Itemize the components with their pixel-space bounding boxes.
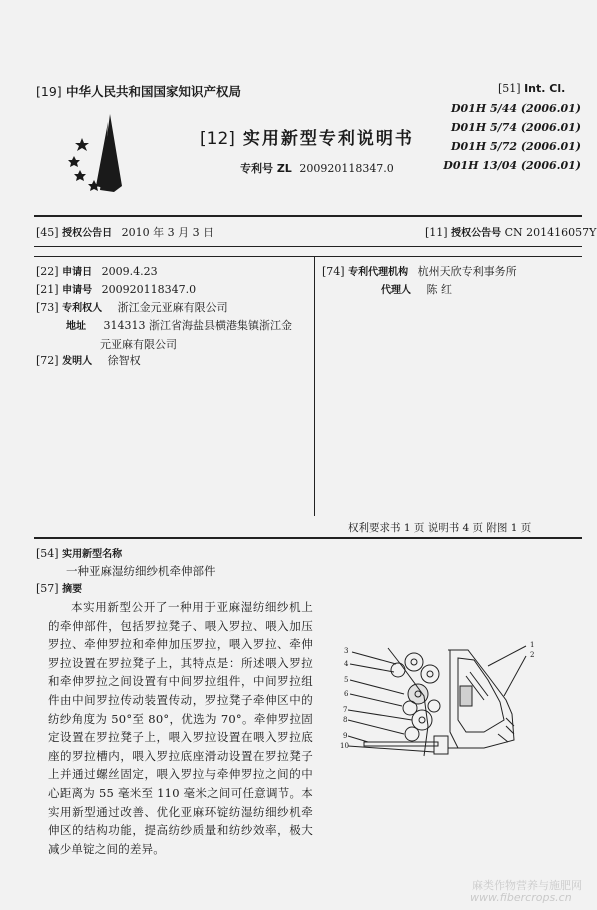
patent-number-value: 200920118347.0 xyxy=(299,162,394,175)
grant-number-value: CN 201416057Y xyxy=(504,226,597,239)
grant-date-code: [45] xyxy=(36,226,59,239)
application-number xyxy=(36,281,196,296)
figure-label-5: 5 xyxy=(344,676,349,684)
ipc-code-3: D01H 5/72 (2006.01) xyxy=(450,140,581,153)
abstract-heading xyxy=(36,580,82,595)
patentee-code: [73] xyxy=(36,301,59,314)
drafting-assembly-figure xyxy=(338,636,552,764)
doc-type-code: [12] xyxy=(200,129,235,149)
agent-value: 陈 红 xyxy=(426,283,452,296)
address-label: 地址 xyxy=(66,321,86,332)
grant-divider xyxy=(34,246,582,247)
watermark-line-1: 麻类作物营养与施肥网 xyxy=(472,879,582,892)
agent-label: 代理人 xyxy=(381,285,411,296)
doc-type xyxy=(200,124,414,149)
watermark-line-2: www.fibercrops.cn xyxy=(470,891,572,904)
patentee xyxy=(36,299,228,315)
int-cl-code: [51] xyxy=(498,82,521,95)
application-number-code: [21] xyxy=(36,283,59,296)
page-counts: 权利要求书 1 页 说明书 4 页 附图 1 页 xyxy=(348,522,532,534)
abstract-body xyxy=(48,598,313,858)
doc-type-title: 实用新型专利说明书 xyxy=(242,129,414,149)
agency-code: [74] xyxy=(322,265,345,278)
int-cl-label: Int. Cl. xyxy=(524,82,566,95)
agency-value: 杭州天欣专利事务所 xyxy=(417,265,517,278)
grant-number-label: 授权公告号 xyxy=(451,228,502,239)
cnipa-emblem-icon xyxy=(64,108,142,196)
agent xyxy=(381,281,452,297)
figure-label-2: 2 xyxy=(530,651,535,659)
address-line-1: 314313 浙江省海盐县横港集镇浙江金 xyxy=(103,319,292,332)
ipc-code-1: D01H 5/44 (2006.01) xyxy=(450,102,581,115)
biblio-top-divider xyxy=(34,256,582,257)
biblio-column-divider xyxy=(314,256,315,516)
patent-number-label: 专利号 ZL xyxy=(240,162,292,175)
patentee-value: 浙江金元亚麻有限公司 xyxy=(117,301,228,314)
grant-date-label: 授权公告日 xyxy=(62,228,113,239)
application-date-value: 2009.4.23 xyxy=(101,265,158,278)
abstract-text: 本实用新型公开了一种用于亚麻湿纺细纱机上的牵伸部件，包括罗拉凳子、喂入罗拉、喂入加压罗拉、牵伸罗拉和牵伸加压罗拉，喂入罗拉、牵伸罗拉设置在罗拉凳子上，其特点是：所述喂入罗拉和牵伸罗拉之间设置有中间罗拉组件，中间罗拉组件由中间罗拉传动装置传动，罗拉凳子牵伸区中的纺纱角度为 50°至 80°，优选为 70°。牵伸罗拉固定设置在罗拉凳子上，喂入罗拉设置在喂入罗拉底座的罗拉槽内，喂入罗拉底座滑动设置在罗拉凳子上并通过螺丝固定，喂入罗拉与牵伸罗拉之间的中心距离为 55 毫米至 110 毫米之间可任意调节。本实用新型通过改善、优化亚麻环锭纺湿纺细纱机牵伸区的结构功能，提高纺纱质量和纺纱效率，极大减少单锭之间的差异。 xyxy=(48,600,313,856)
patentee-label: 专利权人 xyxy=(62,303,103,314)
application-date-label: 申请日 xyxy=(62,267,93,278)
inventor xyxy=(36,352,141,368)
application-number-value: 200920118347.0 xyxy=(101,283,197,296)
figure-label-8: 8 xyxy=(343,716,348,724)
utility-model-title: 一种亚麻湿纺细纱机牵伸部件 xyxy=(66,564,216,578)
figure-label-3: 3 xyxy=(344,647,349,655)
abstract-code: [57] xyxy=(36,582,59,595)
agency-label: 专利代理机构 xyxy=(348,267,409,278)
inventor-label: 发明人 xyxy=(62,356,93,367)
office-header xyxy=(36,82,241,100)
title-label: 实用新型名称 xyxy=(62,549,123,560)
abstract-label: 摘要 xyxy=(62,584,83,595)
agency xyxy=(322,263,517,279)
application-number-label: 申请号 xyxy=(62,285,93,296)
grant-date-value: 2010 年 3 月 3 日 xyxy=(121,226,215,239)
address-line-2: 元亚麻有限公司 xyxy=(100,338,177,351)
figure-label-1: 1 xyxy=(530,641,535,649)
address xyxy=(66,317,326,354)
figure-label-10: 10 xyxy=(340,742,349,750)
header-divider xyxy=(34,215,582,217)
utility-model-title-heading xyxy=(36,545,122,560)
title-code: [54] xyxy=(36,547,59,560)
int-cl xyxy=(498,82,565,95)
figure-label-6: 6 xyxy=(344,690,349,698)
grant-number-code: [11] xyxy=(425,226,448,239)
application-date-code: [22] xyxy=(36,265,59,278)
office-code: [19] xyxy=(36,84,62,99)
grant-number xyxy=(425,224,596,239)
inventor-value: 徐智权 xyxy=(107,354,141,367)
office-name: 中华人民共和国国家知识产权局 xyxy=(66,84,242,99)
inventor-code: [72] xyxy=(36,354,59,367)
ipc-code-4: D01H 13/04 (2006.01) xyxy=(443,159,581,172)
figure-label-4: 4 xyxy=(344,660,349,668)
patent-number xyxy=(240,160,394,176)
grant-date xyxy=(36,224,214,240)
application-date xyxy=(36,263,158,278)
figure-label-7: 7 xyxy=(343,706,348,714)
figure-label-9: 9 xyxy=(343,732,348,740)
abstract-divider xyxy=(34,537,582,539)
ipc-code-2: D01H 5/74 (2006.01) xyxy=(450,121,581,134)
